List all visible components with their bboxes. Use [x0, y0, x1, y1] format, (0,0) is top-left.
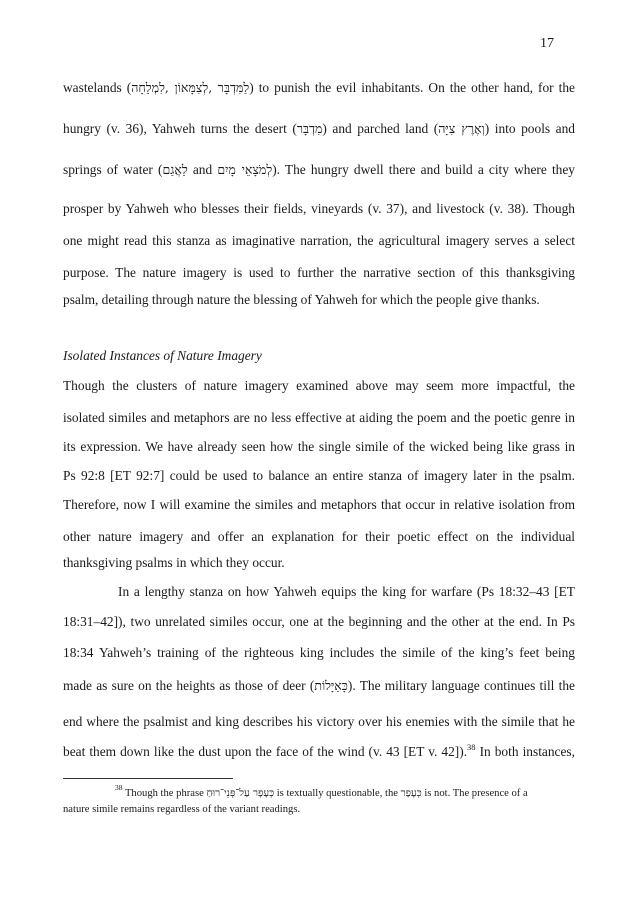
- section-heading: Isolated Instances of Nature Imagery: [63, 348, 262, 363]
- footnote-number: 38: [115, 783, 123, 793]
- paragraph-3-line: end where the psalmist and king describes his victory over his enemies with the simile that he: [63, 714, 575, 729]
- hebrew-text: לַמִּדְבָּר ,לְצִמָּאוֹן ,לִמְלֵחָה: [131, 80, 250, 95]
- hebrew-text: לַאֲגַם: [162, 162, 188, 177]
- paragraph-3-line: made as sure on the heights as those of deer (כָּאַיָּלוֹת). The military language continues till the: [63, 678, 575, 693]
- footnote-line: nature simile remains regardless of the variant readings.: [63, 804, 301, 815]
- footnote-separator: [63, 778, 233, 779]
- paragraph-3-line: 18:34 Yahweh’s training of the righteous king includes the simile of the king’s feet being: [63, 645, 575, 660]
- paragraph-1-line: prosper by Yahweh who blesses their fields, vineyards (v. 37), and livestock (v. 38). Though: [63, 201, 575, 216]
- hebrew-text: כָּאַיָּלוֹת: [314, 678, 348, 693]
- paragraph-3-line: 18:31–42]), two unrelated similes occur, one at the beginning and the other at the end. In Ps: [63, 614, 575, 629]
- paragraph-2-line: Though the clusters of nature imagery examined above may seem more impactful, the: [63, 378, 575, 393]
- paragraph-2-line: Therefore, now I will examine the similes and metaphors that occur in relative isolation from: [63, 497, 575, 512]
- paragraph-1-line: psalm, detailing through nature the blessing of Yahweh for which the people give thanks.: [63, 292, 540, 307]
- hebrew-text: לְמֹצָאֵי מָיִם: [217, 162, 273, 177]
- paragraph-1-line: one might read this stanza as imaginative narration, the agricultural imagery serves a select: [63, 233, 575, 248]
- footnote: [63, 783, 575, 818]
- hebrew-text: מִדְבָּר: [296, 121, 323, 136]
- hebrew-text: כְּעָפָר עַל־פְּנֵי־רוּחַ: [206, 788, 275, 799]
- footnote-reference[interactable]: 38: [467, 741, 476, 752]
- paragraph-3-line: In a lengthy stanza on how Yahweh equips the king for warfare (Ps 18:32–43 [ET: [118, 584, 575, 599]
- page-number: 17: [540, 36, 554, 51]
- paragraph-2-line: isolated similes and metaphors are no less effective at aiding the poem and the poetic genre in: [63, 410, 575, 425]
- hebrew-text: וְאֶרֶץ צִיָּה: [438, 121, 485, 136]
- paragraph-1-line: springs of water (לַאֲגַם and לְמֹצָאֵי מָיִם). The hungry dwell there and build a city where they: [63, 162, 576, 177]
- paragraph-1-line: hungry (v. 36), Yahweh turns the desert (מִדְבָּר) and parched land (וְאֶרֶץ צִיָּה) into pools and: [63, 121, 575, 136]
- paragraph-3-line: beat them down like the dust upon the face of the wind (v. 43 [ET v. 42]).$^{38}$ In both instances,: [63, 741, 575, 759]
- paragraph-2-line: other nature imagery and offer an explanation for their poetic effect on the individual: [63, 529, 575, 544]
- hebrew-text: כְּעָפָר: [400, 788, 422, 799]
- paragraph-2-line: its expression. We have already seen how the single simile of the wicked being like grass in: [63, 439, 575, 454]
- paragraph-1-line: purpose. The nature imagery is used to further the narrative section of this thanksgiving: [63, 265, 575, 280]
- paragraph-1-line: wastelands (לַמִּדְבָּר ,לְצִמָּאוֹן ,לִמְלֵחָה) to punish the evil inhabitants. On the other hand, for the: [63, 80, 576, 95]
- footnote-line: $^{38}$ Though the phrase כְּעָפָר עַל־פְּנֵי־רוּחַ is textually questionable, the כְּעָפָר is not. The presence of a: [115, 783, 528, 799]
- paragraph-2-line: thanksgiving psalms in which they occur.: [63, 555, 285, 570]
- paragraph-2-line: Ps 92:8 [ET 92:7] could be used to balance an entire stanza of imagery later in the psalm.: [63, 468, 575, 483]
